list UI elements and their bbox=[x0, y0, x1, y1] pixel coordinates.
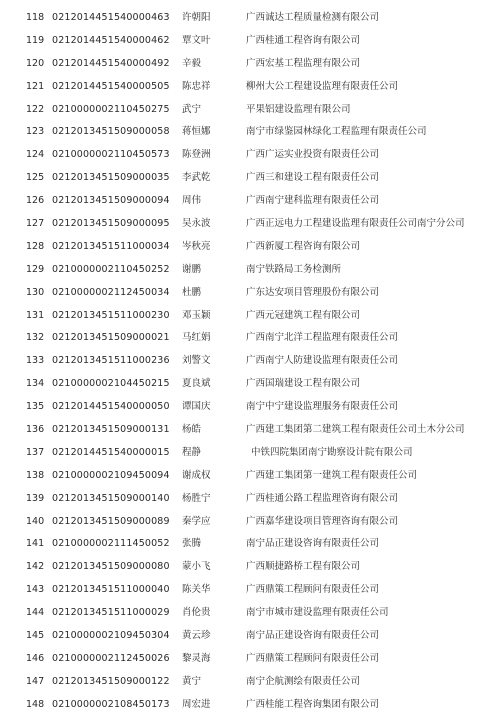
certificate-number: 0212013451509000095 bbox=[52, 218, 170, 230]
certificate-number: 0212013451509000021 bbox=[52, 332, 170, 344]
row-number: 137 bbox=[26, 446, 45, 458]
organization-name: 广东达安项目管理股份有限公司 bbox=[246, 286, 380, 298]
certificate-number: 0212014451540000462 bbox=[52, 34, 170, 46]
row-number: 133 bbox=[26, 355, 45, 367]
organization-name: 广西正远电力工程建设监理有限责任公司南宁分公司 bbox=[246, 218, 465, 230]
person-name: 周宏进 bbox=[182, 698, 211, 710]
person-name: 蒋恒娜 bbox=[182, 126, 211, 138]
person-name: 杨胜宁 bbox=[182, 492, 211, 504]
certificate-number: 0212013451511000230 bbox=[52, 309, 170, 321]
person-name: 陈忠祥 bbox=[182, 80, 211, 92]
organization-name: 广西顺捷路桥工程有限公司 bbox=[246, 561, 361, 573]
certificate-number: 0212014451540000050 bbox=[52, 401, 170, 413]
row-number: 143 bbox=[26, 584, 45, 596]
person-name: 武宁 bbox=[182, 103, 202, 115]
list-item bbox=[0, 648, 491, 671]
row-number: 126 bbox=[26, 195, 45, 207]
organization-name: 平果铝建设监理有限公司 bbox=[246, 103, 351, 115]
organization-name: 广西三和建设工程有限责任公司 bbox=[246, 172, 380, 184]
person-name: 周伟 bbox=[182, 195, 202, 207]
person-name: 谭国庆 bbox=[182, 401, 211, 413]
person-name: 张腾 bbox=[182, 538, 202, 550]
person-name: 覃文叶 bbox=[182, 34, 211, 46]
certificate-number: 0212013451509000089 bbox=[52, 515, 170, 527]
certificate-number: 0210000002112450026 bbox=[52, 652, 170, 664]
person-name: 辛毅 bbox=[182, 57, 202, 69]
certificate-number: 0210000002110450275 bbox=[52, 103, 170, 115]
certificate-number: 0212013451511000034 bbox=[52, 240, 170, 252]
list-item bbox=[0, 373, 491, 396]
certificate-number: 0212014451540000492 bbox=[52, 57, 170, 69]
person-name: 许朝阳 bbox=[182, 12, 211, 23]
list-item bbox=[0, 144, 491, 167]
certificate-number: 0212013451509000080 bbox=[52, 561, 170, 573]
person-name: 黄云珍 bbox=[182, 630, 211, 642]
organization-name: 广西嘉华建设项目管理咨询有限公司 bbox=[246, 515, 399, 527]
person-name: 邓玉颖 bbox=[182, 309, 211, 321]
certificate-number: 0212013451509000131 bbox=[52, 424, 170, 436]
list-item bbox=[0, 99, 491, 122]
row-number: 130 bbox=[26, 286, 45, 298]
list-item bbox=[0, 396, 491, 419]
organization-name: 广西国瑞建设工程有限公司 bbox=[246, 378, 361, 390]
list-item bbox=[0, 213, 491, 236]
certificate-number: 0212013451509000058 bbox=[52, 126, 170, 138]
row-number: 138 bbox=[26, 469, 45, 481]
organization-name: 广西桂能工程咨询集团有限公司 bbox=[246, 698, 380, 710]
list-item bbox=[0, 511, 491, 534]
certificate-number: 0210000002112450034 bbox=[52, 286, 170, 298]
organization-name: 南宁品正建设咨询有限责任公司 bbox=[246, 538, 380, 550]
person-name: 肖伦贵 bbox=[182, 607, 211, 619]
certificate-number: 0212013451511000029 bbox=[52, 607, 170, 619]
list-item bbox=[0, 282, 491, 305]
row-number: 140 bbox=[26, 515, 45, 527]
list-item bbox=[0, 30, 491, 53]
certificate-number: 0212013451511000236 bbox=[52, 355, 170, 367]
row-number: 118 bbox=[26, 12, 45, 23]
organization-name: 南宁铁路局工务检测所 bbox=[246, 263, 342, 275]
row-number: 136 bbox=[26, 424, 45, 436]
row-number: 125 bbox=[26, 172, 45, 184]
organization-name: 广西桂通公路工程监理咨询有限公司 bbox=[246, 492, 399, 504]
organization-name: 广西桂通工程咨询有限公司 bbox=[246, 34, 361, 46]
certificate-number: 0210000002109450304 bbox=[52, 630, 170, 642]
person-name: 陈关华 bbox=[182, 584, 211, 596]
list-item bbox=[0, 602, 491, 625]
list-item bbox=[0, 350, 491, 373]
organization-name: 广西宏基工程监理有限公司 bbox=[246, 57, 361, 69]
person-name: 吴永波 bbox=[182, 218, 211, 230]
row-number: 134 bbox=[26, 378, 45, 390]
certificate-number: 0212013451511000040 bbox=[52, 584, 170, 596]
list-item bbox=[0, 76, 491, 99]
row-number: 121 bbox=[26, 80, 45, 92]
list-item bbox=[0, 671, 491, 694]
person-name: 蒙小飞 bbox=[182, 561, 211, 573]
row-number: 127 bbox=[26, 218, 45, 230]
organization-name: 广西鼎策工程顾问有限责任公司 bbox=[246, 652, 380, 664]
person-name: 谢鹏 bbox=[182, 263, 202, 275]
person-name: 夏良斌 bbox=[182, 378, 211, 390]
row-number: 142 bbox=[26, 561, 45, 573]
row-number: 120 bbox=[26, 57, 45, 69]
certificate-number: 0212014451540000505 bbox=[52, 80, 170, 92]
certificate-number: 0212013451509000140 bbox=[52, 492, 170, 504]
person-name: 黄宁 bbox=[182, 675, 202, 687]
certificate-number: 0210000002109450094 bbox=[52, 469, 170, 481]
list-item bbox=[0, 465, 491, 488]
row-number: 122 bbox=[26, 103, 45, 115]
list-item bbox=[0, 625, 491, 648]
list-item bbox=[0, 556, 491, 579]
person-name: 谢成权 bbox=[182, 469, 211, 481]
list-item bbox=[0, 236, 491, 259]
certificate-number: 0210000002108450173 bbox=[52, 698, 170, 710]
list-item bbox=[0, 694, 491, 717]
organization-name: 南宁品正建设咨询有限责任公司 bbox=[246, 630, 380, 642]
row-number: 129 bbox=[26, 263, 45, 275]
organization-name: 广西新厦工程咨询有限公司 bbox=[246, 240, 361, 252]
list-item bbox=[0, 533, 491, 556]
organization-name: 广西鼎策工程顾问有限责任公司 bbox=[246, 584, 380, 596]
list-item bbox=[0, 327, 491, 350]
row-number: 141 bbox=[26, 538, 45, 550]
organization-name: 广西诚达工程质量检测有限公司 bbox=[246, 12, 380, 23]
person-name: 黎灵海 bbox=[182, 652, 211, 664]
person-name: 秦学应 bbox=[182, 515, 211, 527]
row-number: 119 bbox=[26, 34, 45, 46]
person-name: 杨皓 bbox=[182, 424, 202, 436]
organization-name: 广西南宁北洋工程监理有限责任公司 bbox=[246, 332, 399, 344]
list-item bbox=[0, 579, 491, 602]
person-name: 程静 bbox=[182, 446, 202, 458]
row-number: 131 bbox=[26, 309, 45, 321]
person-name: 岑秋亮 bbox=[182, 240, 211, 252]
row-number: 145 bbox=[26, 630, 45, 642]
person-name: 马红娟 bbox=[182, 332, 211, 344]
organization-name: 南宁企航测绘有限责任公司 bbox=[246, 675, 361, 687]
registry-list bbox=[0, 7, 491, 717]
organization-name: 广西南宁建科监理有限责任公司 bbox=[246, 195, 380, 207]
organization-name: 广西建工集团第二建筑工程有限责任公司土木分公司 bbox=[246, 424, 465, 436]
certificate-number: 0212013451509000035 bbox=[52, 172, 170, 184]
certificate-number: 0212013451509000094 bbox=[52, 195, 170, 207]
certificate-number: 0210000002104450215 bbox=[52, 378, 170, 390]
person-name: 李武乾 bbox=[182, 172, 211, 184]
organization-name: 广西广运实业投资有限责任公司 bbox=[246, 149, 380, 161]
row-number: 128 bbox=[26, 240, 45, 252]
list-item bbox=[0, 419, 491, 442]
row-number: 123 bbox=[26, 126, 45, 138]
row-number: 144 bbox=[26, 607, 45, 619]
row-number: 139 bbox=[26, 492, 45, 504]
list-item bbox=[0, 259, 491, 282]
organization-name: 广西元冠建筑工程有限公司 bbox=[246, 309, 361, 321]
certificate-number: 0212014451540000463 bbox=[52, 12, 170, 23]
row-number: 135 bbox=[26, 401, 45, 413]
certificate-number: 0210000002110450573 bbox=[52, 149, 170, 161]
list-item bbox=[0, 53, 491, 76]
organization-name: 柳州大公工程建设监理有限责任公司 bbox=[246, 80, 399, 92]
person-name: 杜鹏 bbox=[182, 286, 202, 298]
organization-name: 南宁中宁建设监理服务有限责任公司 bbox=[246, 401, 399, 413]
row-number: 146 bbox=[26, 652, 45, 664]
certificate-number: 0210000002111450052 bbox=[52, 538, 170, 550]
list-item bbox=[0, 7, 491, 30]
row-number: 148 bbox=[26, 698, 45, 710]
person-name: 刘警文 bbox=[182, 355, 211, 367]
organization-name: 南宁市城市建设监理有限责任公司 bbox=[246, 607, 389, 619]
row-number: 147 bbox=[26, 675, 45, 687]
list-item bbox=[0, 167, 491, 190]
list-item bbox=[0, 442, 491, 465]
organization-name: 广西南宁人防建设监理有限责任公司 bbox=[246, 355, 399, 367]
certificate-number: 0212014451540000015 bbox=[52, 446, 170, 458]
list-item bbox=[0, 305, 491, 328]
row-number: 132 bbox=[26, 332, 45, 344]
row-number: 124 bbox=[26, 149, 45, 161]
list-item bbox=[0, 121, 491, 144]
organization-name: 中铁四院集团南宁勘察设计院有限公司 bbox=[251, 446, 413, 458]
certificate-number: 0210000002110450252 bbox=[52, 263, 170, 275]
list-item bbox=[0, 190, 491, 213]
certificate-number: 0212013451509000122 bbox=[52, 675, 170, 687]
organization-name: 南宁市绿鉴园林绿化工程监理有限责任公司 bbox=[246, 126, 427, 138]
list-item bbox=[0, 488, 491, 511]
person-name: 陈登洲 bbox=[182, 149, 211, 161]
organization-name: 广西建工集团第一建筑工程有限责任公司 bbox=[246, 469, 418, 481]
